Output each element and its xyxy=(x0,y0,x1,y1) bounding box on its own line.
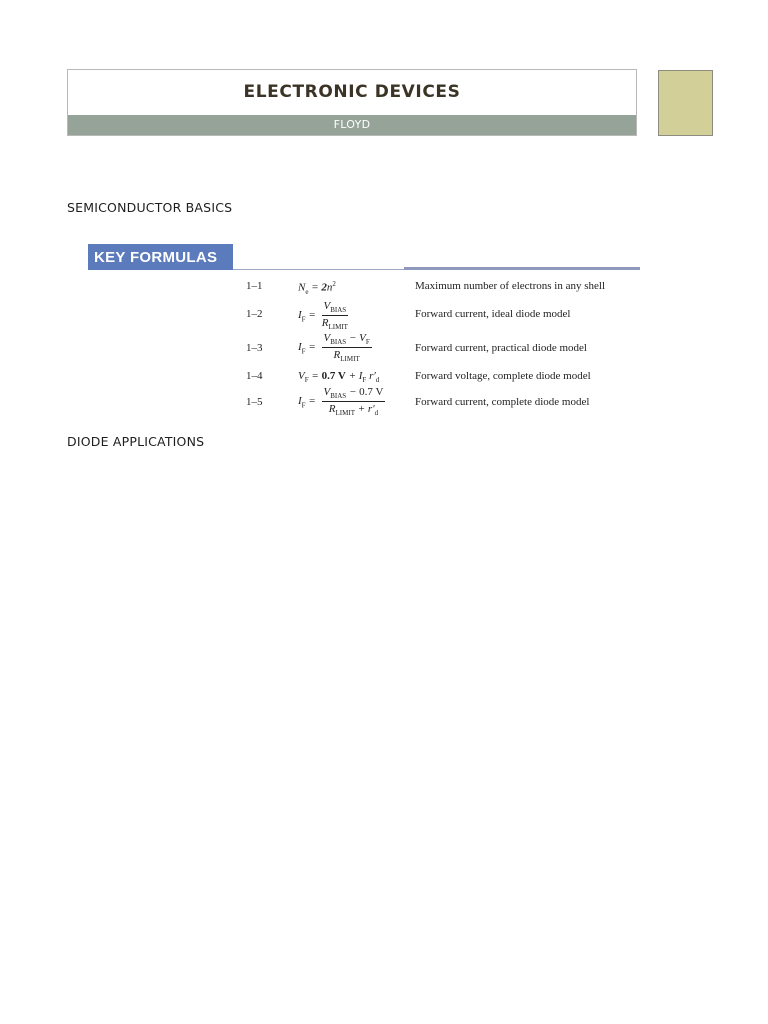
formula-description: Forward current, complete diode model xyxy=(415,396,590,408)
formula-description: Forward voltage, complete diode model xyxy=(415,370,591,382)
formula-description: Forward current, practical diode model xyxy=(415,342,587,354)
accent-square xyxy=(658,70,713,136)
formula-number: 1–2 xyxy=(246,308,263,320)
key-formulas-heading: KEY FORMULAS xyxy=(88,244,233,270)
formula-number: 1–3 xyxy=(246,342,263,354)
section-heading-diode-applications: DIODE APPLICATIONS xyxy=(67,434,205,449)
document-header xyxy=(67,69,637,136)
section-heading-semiconductor-basics: SEMICONDUCTOR BASICS xyxy=(67,200,233,215)
formula-number: 1–5 xyxy=(246,396,263,408)
formula-number: 1–1 xyxy=(246,280,263,292)
key-formulas-figure xyxy=(88,244,640,424)
formula-equation: $I_F$ = $\frac{V_{BIAS} - 0.7 V}{R_{LIMIT} + r'_d}$ xyxy=(298,386,384,418)
heading-rule-accent xyxy=(404,267,640,270)
document-title: ELECTRONIC DEVICES xyxy=(243,82,461,102)
formula-equation: $I_F$ = $\frac{V_{BIAS} - V_F}{R_{LIMIT}}$ xyxy=(298,332,370,364)
formula-description: Forward current, ideal diode model xyxy=(415,308,571,320)
formula-number: 1–4 xyxy=(246,370,263,382)
formula-description: Maximum number of electrons in any shell xyxy=(415,280,606,292)
author-bar: FLOYD xyxy=(68,115,636,135)
formula-equation: $N_e = 2n^2$ xyxy=(298,280,336,296)
formula-equation: $V_F = 0.7$ $V + I_F$ $r'_d$ xyxy=(298,370,380,385)
formula-equation: $I_F$ = $\frac{V_{BIAS}}{R_{LIMIT}}$ xyxy=(298,300,348,332)
